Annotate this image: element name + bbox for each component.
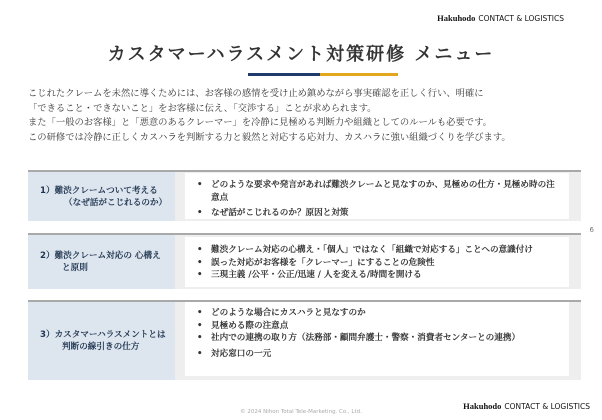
page-number: 6 [589,226,594,234]
section-2-point-1: • 難渋クレーム対応の心構え・「個人」ではなく「組織で対応する」ことへの意識付け [193,244,561,257]
section-1-label-line-1: 1）難渋クレームついて考える [40,185,158,196]
section-3-point-3: • 社内での連携の取り方（法務部・顧問弁護士・警察・消費者センターとの連携） [193,332,561,345]
section-1-points [185,173,569,219]
section-3-point-4: • 対応窓口の一元 [193,348,561,361]
copyright-notice: © 2024 Nihon Total Tele-Marketing. Co., Ltd. [240,409,362,415]
title-underline [248,73,398,76]
section-2-label-line-1: 2）難渋クレーム対応の 心構え [40,251,161,261]
menu-section-2 [28,233,581,289]
section-3-point-2: • 見極める際の注意点 [193,320,561,333]
intro-line-1: こじれたクレームを未然に導くためには、お客様の感情を受け止め鎮めながら事実確認を正しく行い、明確に [28,88,484,99]
section-1-point-2: • なぜ話がこじれるのか？原因と対策 [193,207,561,220]
menu-section-1 [28,170,581,221]
brand-name: CONTACT & LOGISTICS [478,14,564,23]
brand-header [437,13,564,23]
menu-section-3 [28,300,581,380]
section-2-label [28,235,175,289]
brand-footer-logo: Hakuhodo [463,401,502,411]
section-1-label [28,172,175,221]
section-2-points [185,237,569,287]
section-3-point-1: • どのような場合にカスハラと見なすのか [193,307,561,320]
section-3-label [28,302,175,380]
section-3-label-line-2: 判断の線引きの仕方 [62,342,140,352]
intro-text [28,87,584,145]
brand-footer-name: CONTACT & LOGISTICS [504,402,590,411]
intro-line-4: この研修では冷静に正しくカスハラを判断する力と毅然と対応する応対力、カスハラに強い組織づくりを学びます。 [28,131,511,143]
section-2-point-3: • 三現主義 /公平・公正/迅速 / 人を変える/時間を開ける [193,269,561,282]
intro-line-2: 「できること・できないこと」をお客様に伝え、「交渉する」ことが求められます。 [28,102,377,114]
section-1-label-line-2: （なぜ話がこじれるのか） [64,197,168,208]
section-1-point-1: • どのような要求や発言があれば難渋クレームと見なすのか、見極めの仕方・見極め時の注意点 [193,179,561,204]
section-3-points [185,302,569,376]
section-2-label-line-2: と原則 [62,263,88,273]
intro-line-3: また「一般のお客様」と「悪意のあるクレーマー」を冷静に見極める判断力や組織としてのルールも必要です。 [28,117,492,128]
section-3-label-line-1: 3）カスタマーハラスメントとは [40,330,166,340]
brand-footer [463,401,590,411]
section-2-point-2: • 誤った対応がお客様を「クレーマー」にすることの危険性 [193,257,561,270]
brand-logo: Hakuhodo [437,13,476,23]
page-title: カスタマーハラスメント対策研修 メニュー [107,44,495,65]
